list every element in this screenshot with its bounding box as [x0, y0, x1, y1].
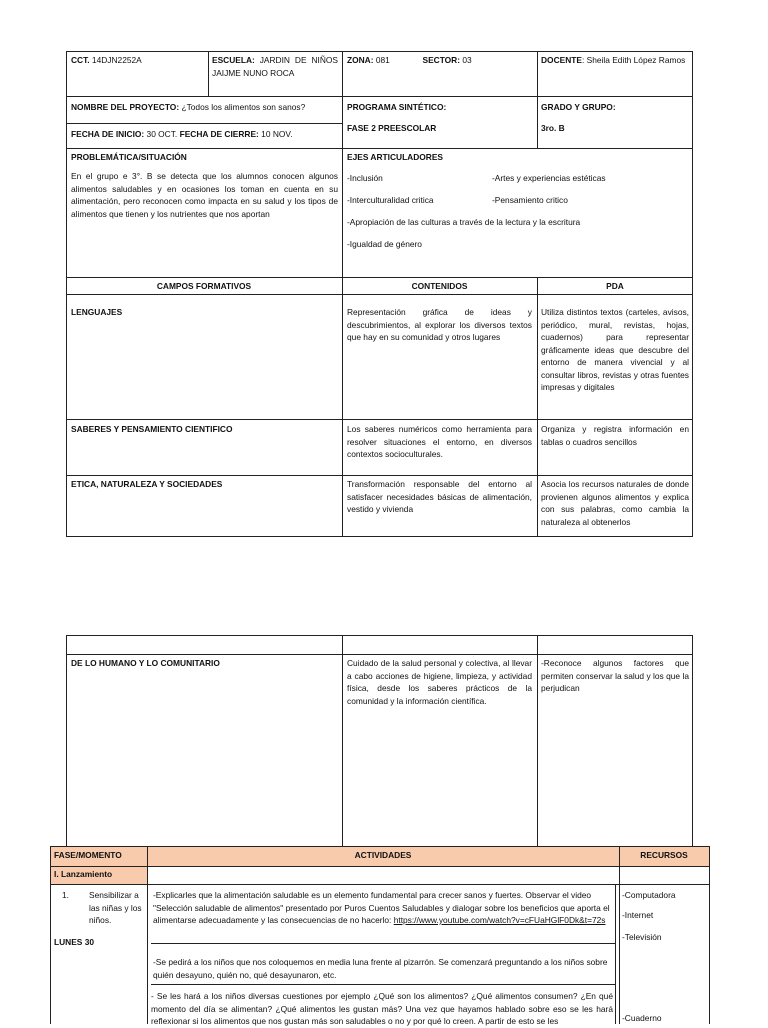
programa-value: FASE 2 PREESCOLAR: [347, 123, 437, 133]
activity-1: [153, 889, 613, 927]
fecha-cierre-value: 10 NOV.: [258, 129, 293, 139]
row-divider: [66, 148, 693, 149]
row-divider: [66, 654, 693, 655]
programa-label: PROGRAMA SINTÉTICO:: [347, 102, 447, 112]
activity-1-text: -Explicarles que la alimentación saludable es un elemento fundamental para crecer sanos y fuertes. Observar el video "Selección saludable de alimentos" presentado por Puros Cuentos Saludables y dialogar sobre los beneficios que aporta el alimentarse adecuadamente y las consecuencias de no hacerlo:: [153, 890, 610, 925]
col-divider: [342, 51, 343, 148]
contenidos-header: CONTENIDOS: [411, 281, 468, 291]
zona-value: 081: [373, 55, 390, 65]
row-divider: [66, 419, 693, 420]
activity-separator-v: [615, 884, 616, 1024]
eje-interculturalidad: -Interculturalidad critica: [347, 195, 434, 205]
cct-cell: [71, 54, 205, 67]
sector-label: SECTOR:: [422, 55, 461, 65]
col-divider: [342, 148, 343, 277]
cct-value: 14DJN2252A: [89, 55, 142, 65]
contenido-saberes: Los saberes numéricos como herramienta para resolver situaciones el entorno, en diversos contextos socioculturales.: [347, 424, 532, 459]
table-border-bottom: [66, 536, 693, 537]
recurso-television: -Televisión: [622, 932, 662, 942]
col-divider: [342, 277, 343, 537]
pda-header: PDA: [606, 281, 624, 291]
fechas: [71, 128, 339, 141]
docente-label: DOCENTE: [541, 55, 582, 65]
campo-humano: DE LO HUMANO Y LO COMUNITARIO: [71, 658, 220, 668]
eje-inclusion: -Inclusión: [347, 173, 383, 183]
ejes-label: EJES ARTICULADORES: [347, 152, 444, 162]
col-divider: [342, 635, 343, 847]
step-number: 1.: [62, 890, 69, 900]
col-divider: [537, 51, 538, 148]
col-divider: [147, 846, 148, 1024]
video-link[interactable]: https://www.youtube.com/watch?v=cFUaHGlF0Dk&t=72s: [393, 915, 606, 925]
problematica-text: En el grupo e 3°. B se detecta que los alumnos conocen algunos alimentos saludables y en ocasiones los toman en cuenta en su alimentación, pero reconocen como impacta en su salud y los tipos de alimentos que tienen y los nutrientes que nos aportan: [71, 171, 338, 219]
day-label: LUNES 30: [54, 937, 95, 947]
recursos-header: RECURSOS: [640, 850, 688, 860]
actividades-header: ACTIVIDADES: [354, 850, 412, 860]
fecha-inicio-value: 30 OCT.: [144, 129, 178, 139]
grado-value: 3ro. B: [541, 123, 565, 133]
table-border-right: [692, 635, 693, 847]
zona-label: ZONA:: [347, 55, 374, 65]
recurso-cuaderno: -Cuaderno: [622, 1013, 662, 1023]
cct-label: CCT.: [71, 55, 90, 65]
table-border-top: [66, 51, 693, 52]
contenido-humano: Cuidado de la salud personal y colectiva, al llevar a cabo acciones de higiene, limpieza, y actividad física, desde los saberes prácticos de la comunidad y la información científica.: [347, 658, 532, 706]
row-divider: [66, 123, 342, 124]
row-divider: [50, 884, 709, 885]
pda-saberes: Organiza y registra información en tablas o cuadros sencillos: [541, 424, 689, 447]
row-divider: [66, 294, 693, 295]
lanzamiento-label: I. Lanzamiento: [54, 869, 113, 879]
row-divider: [50, 866, 709, 867]
eje-igualdad: -Igualdad de género: [347, 239, 422, 249]
pda-humano: -Reconoce algunos factores que permiten conservar la salud y los que la perjudican: [541, 658, 689, 693]
row-divider: [66, 277, 693, 278]
contenido-etica: Transformación responsable del entorno al satisfacer necesidades básicas de alimentación, vestido y vivienda: [347, 479, 532, 514]
recurso-computadora: -Computadora: [622, 890, 676, 900]
fase-header: FASE/MOMENTO: [54, 850, 122, 860]
sector-value: 03: [460, 55, 472, 65]
fecha-inicio-label: FECHA DE INICIO:: [71, 129, 145, 139]
problematica-label: PROBLEMÁTICA/SITUACIÓN: [71, 152, 187, 162]
activity-3: - Se les hará a los niños diversas cuestiones por ejemplo ¿Qué son los alimentos? ¿Qué alimentos consumen? ¿En qué momento del día se alimentan? ¿Qué alimentos les gustan más? Una vez que hayamos hablado sobre eso se les hará reflexionar si los alimentos que nos gustan más son saludables o no y por qué lo creen. A partir de esto se les: [151, 991, 613, 1026]
contenido-lenguajes: Representación gráfica de ideas y descubrimientos, al explorar los diversos textos que hay en su comunidad y otros lugares: [347, 307, 532, 342]
row-divider: [66, 475, 693, 476]
row-divider: [50, 846, 709, 847]
recurso-internet: -Internet: [622, 910, 654, 920]
col-divider: [208, 51, 209, 96]
escuela-cell: [212, 54, 338, 79]
campo-etica: ETICA, NATURALEZA Y SOCIEDADES: [71, 479, 223, 489]
activity-2: -Se pedirá a los niños que nos coloquemos en media luna frente al pizarrón. Se comenzará preguntando a los niños sobre quién desayuno, quién no, qué desayunaron, etc.: [153, 957, 608, 980]
escuela-label: ESCUELA:: [212, 55, 255, 65]
nombre-label: NOMBRE DEL PROYECTO:: [71, 102, 180, 112]
campo-lenguajes: LENGUAJES: [71, 307, 123, 317]
table-border-left: [66, 635, 67, 847]
row-divider: [66, 635, 693, 636]
col-divider: [619, 846, 620, 1024]
col-divider: [537, 277, 538, 537]
eje-apropiacion: -Apropiación de las culturas a través de la lectura y la escritura: [347, 217, 581, 227]
escuela-value: JARDIN DE NIÑOS JAIJME NUNO ROCA: [212, 55, 338, 78]
activity-separator: [151, 943, 615, 944]
campo-saberes: SABERES Y PENSAMIENTO CIENTIFICO: [71, 424, 233, 434]
nombre-value: ¿Todos los alimentos son sanos?: [179, 102, 306, 112]
row-divider: [66, 96, 693, 97]
activity-separator: [151, 984, 615, 985]
fecha-cierre-label: FECHA DE CIERRE:: [179, 129, 259, 139]
docente-value: : Sheila Edith López Ramos: [581, 55, 686, 65]
campos-header: CAMPOS FORMATIVOS: [156, 281, 252, 291]
col-divider: [537, 635, 538, 847]
eje-pensamiento: -Pensamiento critico: [492, 195, 568, 205]
grado-label: GRADO Y GRUPO:: [541, 102, 616, 112]
table-border-right: [709, 846, 710, 1024]
pda-lenguajes: Utiliza distintos textos (carteles, avisos, periódico, mural, revistas, hojas, cuadernos) para representar gráficamente ideas que descubre del entorno de manera vivencial y al consultar libros, revistas y otras fuentes impresas y digitales: [541, 307, 689, 392]
step-text: Sensibilizar a las niñas y los niños.: [89, 890, 142, 925]
pda-etica: Asocia los recursos naturales de donde provienen algunos alimentos y explica con sus palabras, como cambia la naturaleza al obtenerlos: [541, 479, 689, 527]
docente-cell: [541, 54, 689, 67]
nombre-proyecto: [71, 101, 339, 114]
eje-artes: -Artes y experiencias estéticas: [492, 173, 606, 183]
zona-sector-cell: [347, 54, 535, 67]
table-border-left: [50, 846, 51, 1024]
